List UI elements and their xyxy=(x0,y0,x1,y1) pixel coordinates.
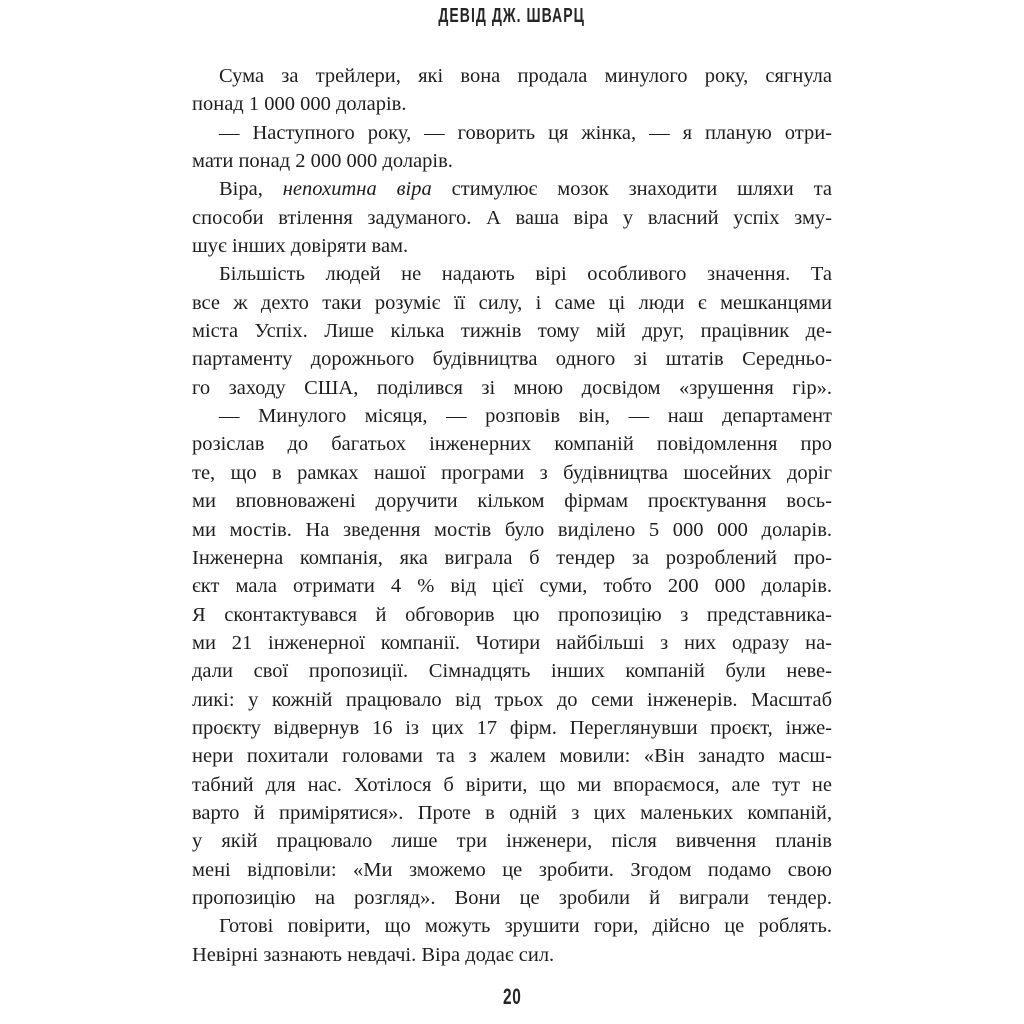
text-line: мені відповіли: «Ми зможемо це зробити. Згодом подамо свою xyxy=(192,858,832,881)
text-line: варто й примірятися». Проте в одній з цих маленьких компаній, xyxy=(192,801,832,824)
text-line: шує інших довіряти вам. xyxy=(192,235,409,258)
text-line: розіслав до багатьох інженерних компаній повідомлення про xyxy=(192,433,832,456)
text-line: у якій працювало лише три інженери, після вивчення планів xyxy=(192,830,832,853)
text-line: — Минулого місяця, — розповів він, — наш департамент xyxy=(219,405,832,428)
text-line: ми 21 інженерної компанії. Чотири найбільші з них одразу на- xyxy=(192,631,832,654)
text-line: пропозицію на розгляд». Вони це зробили й виграли тендер. xyxy=(192,886,832,909)
text-line: все ж дехто таки розуміє її силу, і саме ці люди є мешканцями xyxy=(192,291,832,314)
text-line: Більшість людей не надають вірі особливого значення. Та xyxy=(219,263,832,286)
text-line: мати понад 2 000 000 доларів. xyxy=(192,150,453,173)
text-line: ми вповноважені доручити кільком фірмам проєктування вось- xyxy=(192,490,832,513)
text-line: Готові повірити, що можуть зрушити гори, дійсно це роблять. xyxy=(219,915,832,938)
text-line: Я сконтактувався й обговорив цю пропозицію з представника- xyxy=(192,603,832,626)
text-line: проєкту відвернув 16 із цих 17 фірм. Переглянувши проєкт, інже- xyxy=(192,716,832,739)
running-header xyxy=(0,5,1024,28)
text-line: міста Успіх. Лише кілька тижнів тому мій друг, працівник де- xyxy=(192,320,832,343)
text-line: Сума за трейлери, які вона продала минулого року, сягнула xyxy=(219,65,832,87)
text-line: табний для нас. Хотілося б вірити, що ми впораємося, але тут не xyxy=(192,773,832,796)
text-line: дали свої пропозиції. Сімнадцять інших компаній були неве- xyxy=(192,660,832,683)
page-footer xyxy=(0,984,1024,1010)
text-line: понад 1 000 000 доларів. xyxy=(192,93,407,116)
text-line: ликі: у кожній працювало від трьох до семи інженерів. Масштаб xyxy=(192,688,832,711)
running-header-author: ДЕВІД ДЖ. ШВАРЦ xyxy=(438,5,586,27)
text-line: Інженерна компанія, яка виграла б тендер за розроблений про- xyxy=(192,546,832,569)
text-line: ми мостів. На зведення мостів було виділено 5 000 000 доларів. xyxy=(192,518,832,541)
body-text xyxy=(192,62,832,969)
text-line: Віра, непохитна віра стимулює мозок знаходити шляхи та xyxy=(219,178,832,201)
text-line: партаменту дорожнього будівництва одного зі штатів Середньо- xyxy=(192,348,832,371)
text-line: єкт мала отримати 4 % від цієї суми, тобто 200 000 доларів. xyxy=(192,575,832,598)
text-line: Невірні зазнають невдачі. Віра додає сил. xyxy=(192,943,555,966)
text-line: те, що в рамках нашої програми з будівництва шосейних доріг xyxy=(192,461,832,484)
text-line: нери похитали головами та з жалем мовили: «Він занадто масш- xyxy=(192,745,832,768)
text-line: способи втілення задуманого. А ваша віра у власний успіх зму- xyxy=(192,206,832,229)
text-line: го заходу США, поділився зі мною досвідом «зрушення гір». xyxy=(192,376,832,399)
page-number: 20 xyxy=(502,984,522,1009)
text-line: — Наступного року, — говорить ця жінка, — я планую отри- xyxy=(219,121,832,144)
